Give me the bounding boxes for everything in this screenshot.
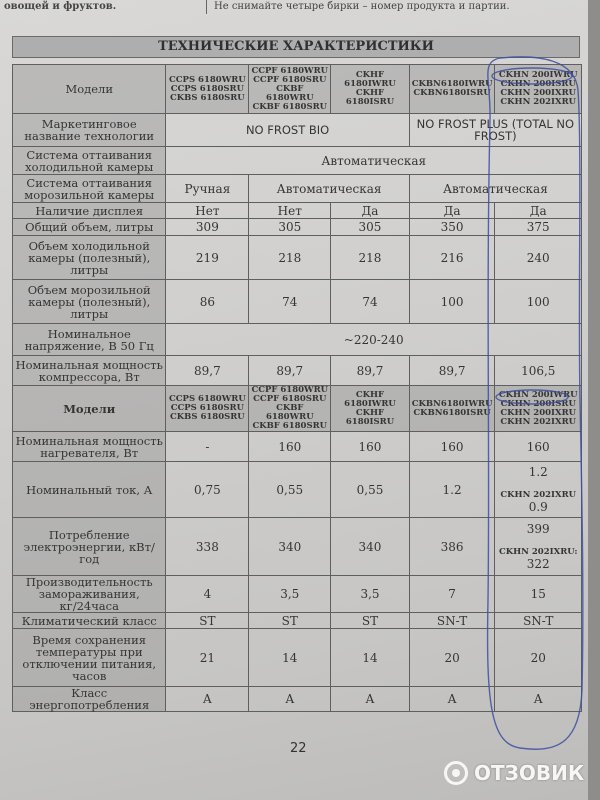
cell: A <box>166 687 249 712</box>
header-divider <box>206 0 207 14</box>
watermark-text: ОТЗОВИК <box>474 761 585 785</box>
model-col-3: CKHF 6180IWRU CKHF 6180ISRU <box>331 386 409 432</box>
note-label: CKHN 202IXRU: <box>498 547 578 557</box>
cell: 100 <box>409 280 495 324</box>
cell: Да <box>331 203 409 219</box>
model-col-4: CKBN6180IWRU CKBN6180ISRU <box>409 65 495 114</box>
cell: A <box>331 687 409 712</box>
model-col-5: CKHN 200IWRU CKHN 200ISRU CKHN 200IXRU CKHN 202IXRU <box>495 65 582 114</box>
row-label: Наличие дисплея <box>13 203 166 219</box>
header-right-text: Не снимайте четыре бирки – номер продукта и партии. <box>214 1 510 12</box>
cell: 89,7 <box>331 356 409 386</box>
table-row <box>13 219 582 236</box>
cell: SN-T <box>409 613 495 629</box>
cell: ST <box>331 613 409 629</box>
table-row <box>13 687 582 712</box>
models-label: Модели <box>13 386 166 432</box>
cell: 74 <box>331 280 409 324</box>
row-label: Маркетинговое название технологии <box>13 114 166 147</box>
cell: 160 <box>249 432 331 462</box>
cell: 375 <box>495 219 582 236</box>
cell-value: 1.2 <box>528 465 548 479</box>
cell: 160 <box>495 432 582 462</box>
row-label: Время сохранения температуры при отключении питания, часов <box>13 629 166 687</box>
cell: 86 <box>166 280 249 324</box>
cell: - <box>166 432 249 462</box>
cell: 14 <box>331 629 409 687</box>
cell: 0,55 <box>249 462 331 518</box>
cell: 3,5 <box>331 576 409 613</box>
table-row <box>13 518 582 576</box>
row-label: Класс энергопотребления <box>13 687 166 712</box>
row-label: Система оттаивания холодильной камеры <box>13 147 166 175</box>
table-row <box>13 203 582 219</box>
cell-with-note <box>495 462 582 518</box>
cell: 386 <box>409 518 495 576</box>
cell: ST <box>166 613 249 629</box>
cell-with-note <box>495 518 582 576</box>
row-label: Номинальный ток, А <box>13 462 166 518</box>
cell: 305 <box>331 219 409 236</box>
cell: 74 <box>249 280 331 324</box>
cell: 340 <box>331 518 409 576</box>
table-row <box>13 280 582 324</box>
cell: 14 <box>249 629 331 687</box>
cell: 350 <box>409 219 495 236</box>
row-label: Климатический класс <box>13 613 166 629</box>
models-header-row-2 <box>13 386 582 432</box>
cell: 305 <box>249 219 331 236</box>
models-label: Модели <box>13 65 166 114</box>
model-col-1: CCPS 6180WRU CCPS 6180SRU CKBS 6180SRU <box>166 65 249 114</box>
cell: 89,7 <box>409 356 495 386</box>
cell: 100 <box>495 280 582 324</box>
cell-value: 399 <box>526 522 550 536</box>
table-row <box>13 114 582 147</box>
cell: 3,5 <box>249 576 331 613</box>
model-col-1: CCPS 6180WRU CCPS 6180SRU CKBS 6180SRU <box>166 386 249 432</box>
row-label: Номинальное напряжение, В 50 Гц <box>13 324 166 356</box>
cell: 89,7 <box>166 356 249 386</box>
cell: A <box>249 687 331 712</box>
cell: ~220-240 <box>166 324 582 356</box>
table-row <box>13 236 582 280</box>
cell: Автоматическая <box>409 175 581 203</box>
previous-section-strip <box>0 0 588 14</box>
page-number: 22 <box>290 741 307 756</box>
cell: Нет <box>166 203 249 219</box>
cell: 20 <box>495 629 582 687</box>
cell: A <box>495 687 582 712</box>
cell: 240 <box>495 236 582 280</box>
models-header-row <box>13 65 582 114</box>
cell: Автоматическая <box>166 147 582 175</box>
cell: NO FROST PLUS (TOTAL NO FROST) <box>409 114 581 147</box>
note-label: CKHN 202IXRU <box>500 490 577 500</box>
table-row <box>13 576 582 613</box>
row-label: Общий объем, литры <box>13 219 166 236</box>
specs-table <box>12 64 582 712</box>
page-title: ТЕХНИЧЕСКИЕ ХАРАКТЕРИСТИКИ <box>12 36 580 58</box>
cell: 0,55 <box>331 462 409 518</box>
cell: 309 <box>166 219 249 236</box>
cell: 0,75 <box>166 462 249 518</box>
cell: 4 <box>166 576 249 613</box>
table-row <box>13 432 582 462</box>
model-col-4: CKBN6180IWRU CKBN6180ISRU <box>409 386 495 432</box>
row-label: Номинальная мощность компрессора, Вт <box>13 356 166 386</box>
cell: 216 <box>409 236 495 280</box>
cell: 20 <box>409 629 495 687</box>
row-label: Номинальная мощность нагревателя, Вт <box>13 432 166 462</box>
note-value: 0.9 <box>528 500 548 514</box>
cell: 21 <box>166 629 249 687</box>
cell: ST <box>249 613 331 629</box>
cell: 218 <box>331 236 409 280</box>
cell: SN-T <box>495 613 582 629</box>
cell: 89,7 <box>249 356 331 386</box>
watermark-logo-icon <box>444 761 468 785</box>
cell: Автоматическая <box>249 175 409 203</box>
note-value: 322 <box>526 557 550 571</box>
cell: 106,5 <box>495 356 582 386</box>
cell: 7 <box>409 576 495 613</box>
table-row <box>13 356 582 386</box>
row-label: Система оттаивания морозильной камеры <box>13 175 166 203</box>
cell: Да <box>409 203 495 219</box>
model-col-2: CCPF 6180WRU CCPF 6180SRU CKBF 6180WRU CKBF 6180SRU <box>249 65 331 114</box>
table-row <box>13 147 582 175</box>
table-row <box>13 324 582 356</box>
table-row <box>13 175 582 203</box>
header-left-text: овощей и фруктов. <box>4 1 117 12</box>
table-row <box>13 462 582 518</box>
table-row <box>13 629 582 687</box>
cell: NO FROST BIO <box>166 114 409 147</box>
cell: 340 <box>249 518 331 576</box>
row-label: Производительность замораживания, кг/24часа <box>13 576 166 613</box>
cell: 1.2 <box>409 462 495 518</box>
cell: 15 <box>495 576 582 613</box>
cell: A <box>409 687 495 712</box>
row-label: Объем морозильной камеры (полезный), литры <box>13 280 166 324</box>
cell: Ручная <box>166 175 249 203</box>
cell: Да <box>495 203 582 219</box>
cell: 219 <box>166 236 249 280</box>
cell: 218 <box>249 236 331 280</box>
cell: 338 <box>166 518 249 576</box>
row-label: Объем холодильной камеры (полезный), литры <box>13 236 166 280</box>
model-col-2: CCPF 6180WRU CCPF 6180SRU CKBF 6180WRU CKBF 6180SRU <box>249 386 331 432</box>
table-row <box>13 613 582 629</box>
cell: 160 <box>409 432 495 462</box>
cell: Нет <box>249 203 331 219</box>
cell: 160 <box>331 432 409 462</box>
model-col-5: CKHN 200IWRU CKHN 200ISRU CKHN 200IXRU CKHN 202IXRU <box>495 386 582 432</box>
row-label: Потребление электроэнергии, кВт/год <box>13 518 166 576</box>
site-watermark <box>444 756 584 790</box>
model-col-3: CKHF 6180IWRU CKHF 6180ISRU <box>331 65 409 114</box>
